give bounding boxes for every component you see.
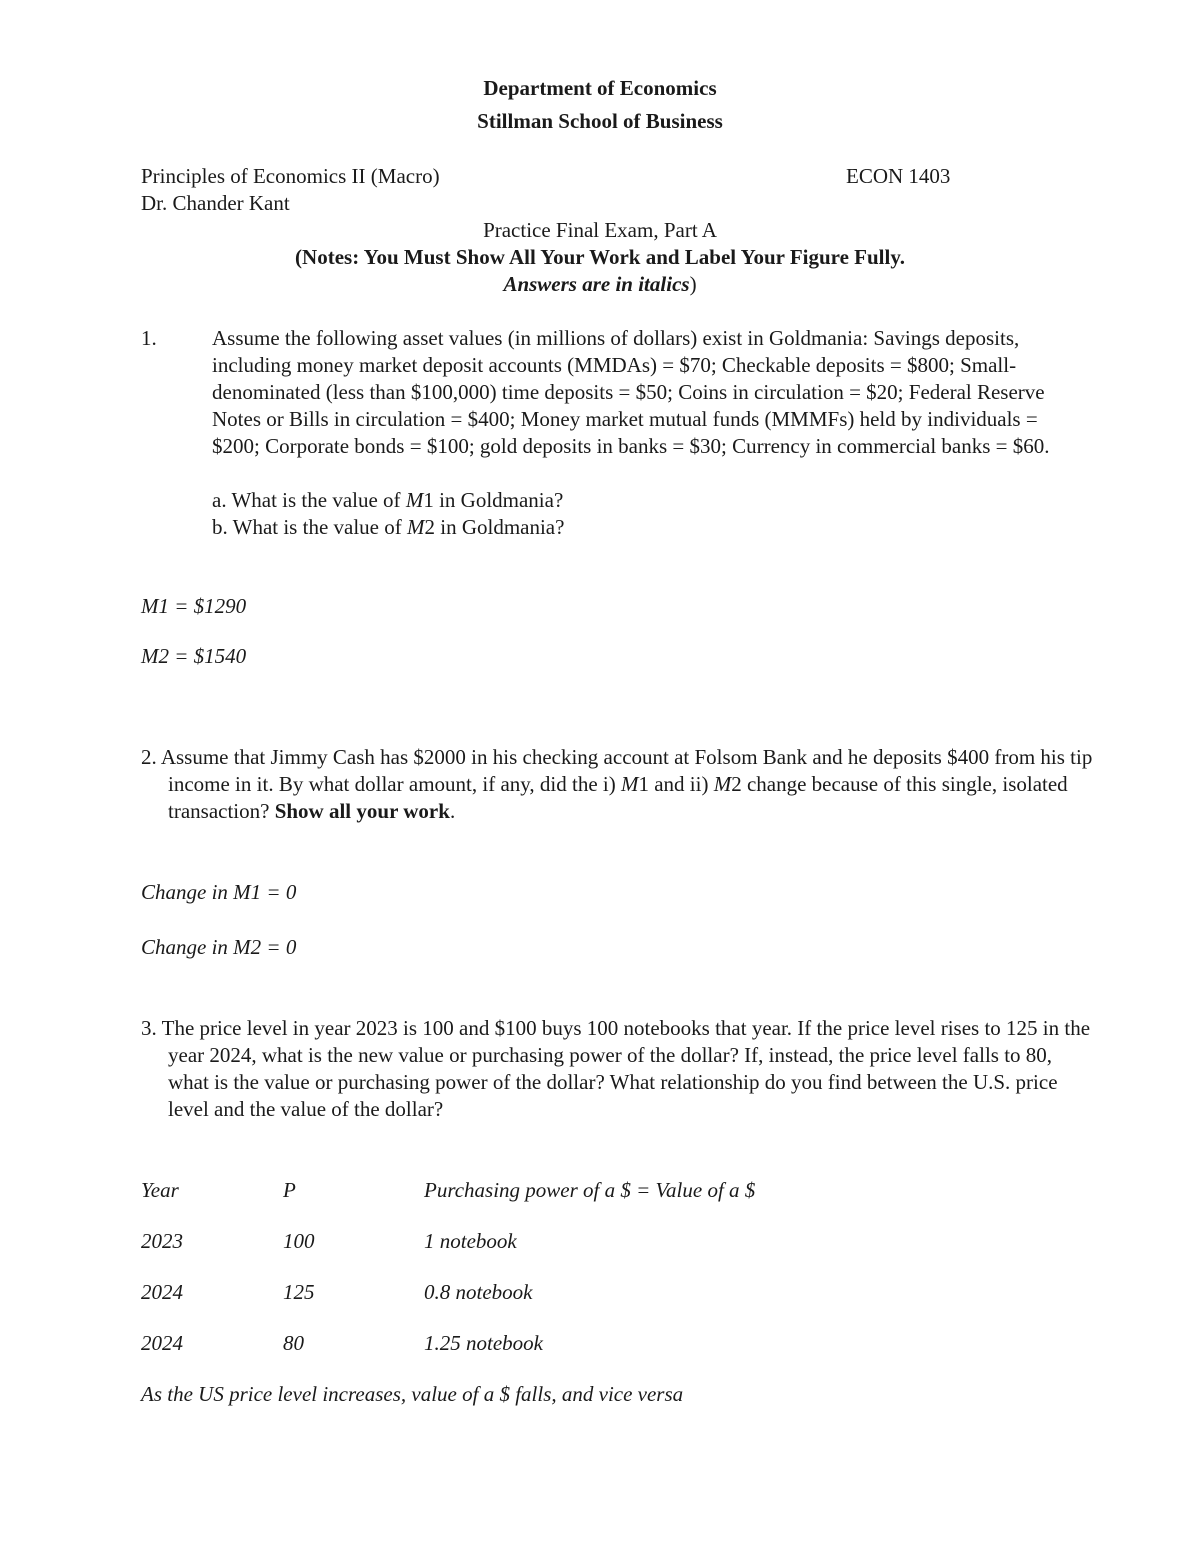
q2-post: 2 change because of this single, isolated transaction?	[168, 772, 1068, 823]
table-header-p: P	[283, 1178, 296, 1202]
table-header-purchasing-power: Purchasing power of a $ = Value of a $	[424, 1178, 756, 1202]
course-code: ECON 1403	[846, 164, 951, 188]
school-title: Stillman School of Business	[477, 109, 723, 133]
exam-notes	[0, 244, 1200, 271]
q2-var1: M	[620, 772, 639, 796]
notes-label: Notes	[302, 245, 353, 269]
q1-text: Assume the following asset values (in millions of dollars) exist in Goldmania: Savings deposits, including money market deposit accounts (MMDAs) = $70; Checkable deposits = $800; Small-denominated (less than $100,000) time deposits = $50; Coins in circulation = $20; Federal Reserve Notes or Bills in circulation = $400; Money market mutual funds (MMMFs) held by individuals = $200; Corporate bonds = $100; gold deposits in banks = $30; Currency in commercial banks = $60.	[212, 326, 1050, 458]
table-row-2-year: 2024	[141, 1280, 183, 1304]
notes-open: (	[295, 245, 303, 269]
q2-end: .	[449, 799, 456, 823]
q2-answer-m2: Change in M2 = 0	[141, 935, 297, 959]
table-row-3-year: 2024	[141, 1331, 183, 1355]
q1-answer-m2: M2 = $1540	[141, 644, 247, 668]
q1-part-b-pre: b. What is the value of	[212, 515, 407, 539]
q1-part-b	[212, 514, 564, 541]
table-row-1-value: 1 notebook	[424, 1229, 517, 1253]
table-row-1-year: 2023	[141, 1229, 183, 1253]
answers-note	[0, 271, 1200, 298]
q2-var2: M	[713, 772, 732, 796]
q2-bold: Show all your work	[274, 799, 450, 823]
q1-part-a-post: 1 in Goldmania?	[423, 488, 564, 512]
answers-note-text: Answers are in italics	[503, 272, 690, 296]
q2-text-pre: 2. Assume that Jimmy Cash has $2000 in his checking account at Folsom Bank and he deposits $400 from his tip income in it. By what dollar amount, if any, did the i)	[141, 745, 1093, 796]
table-row-2-p: 125	[283, 1280, 315, 1304]
exam-title: Practice Final Exam, Part A	[483, 218, 717, 242]
table-header-year: Year	[141, 1178, 179, 1202]
q1-part-a	[212, 487, 563, 514]
q1-part-b-post: 2 in Goldmania?	[424, 515, 565, 539]
q1-answer-m1: M1 = $1290	[141, 594, 247, 618]
q1-part-b-var: M	[406, 515, 425, 539]
q1-part-a-pre: a. What is the value of	[212, 488, 406, 512]
answers-note-close: )	[689, 272, 697, 296]
notes-text: : You Must Show All Your Work and Label Your Figure Fully.	[352, 245, 905, 269]
table-row-3-value: 1.25 notebook	[424, 1331, 543, 1355]
course-name: Principles of Economics II (Macro)	[141, 164, 440, 188]
q1-number: 1.	[141, 326, 157, 350]
q3-conclusion: As the US price level increases, value of a $ falls, and vice versa	[141, 1382, 684, 1406]
department-title: Department of Economics	[483, 76, 717, 100]
instructor-name: Dr. Chander Kant	[141, 191, 290, 215]
q3-text: 3. The price level in year 2023 is 100 and $100 buys 100 notebooks that year. If the price level rises to 125 in the year 2024, what is the new value or purchasing power of the dollar? If, instead, the price level falls to 80, what is the value or purchasing power of the dollar? What relationship do you find between the U.S. price level and the value of the dollar?	[141, 1016, 1091, 1121]
table-row-2-value: 0.8 notebook	[424, 1280, 533, 1304]
q1-part-a-var: M	[405, 488, 424, 512]
q2-text	[141, 744, 1098, 825]
q2-mid: 1 and ii)	[638, 772, 714, 796]
table-row-3-p: 80	[283, 1331, 304, 1355]
q2-answer-m1: Change in M1 = 0	[141, 880, 297, 904]
table-row-1-p: 100	[283, 1229, 315, 1253]
